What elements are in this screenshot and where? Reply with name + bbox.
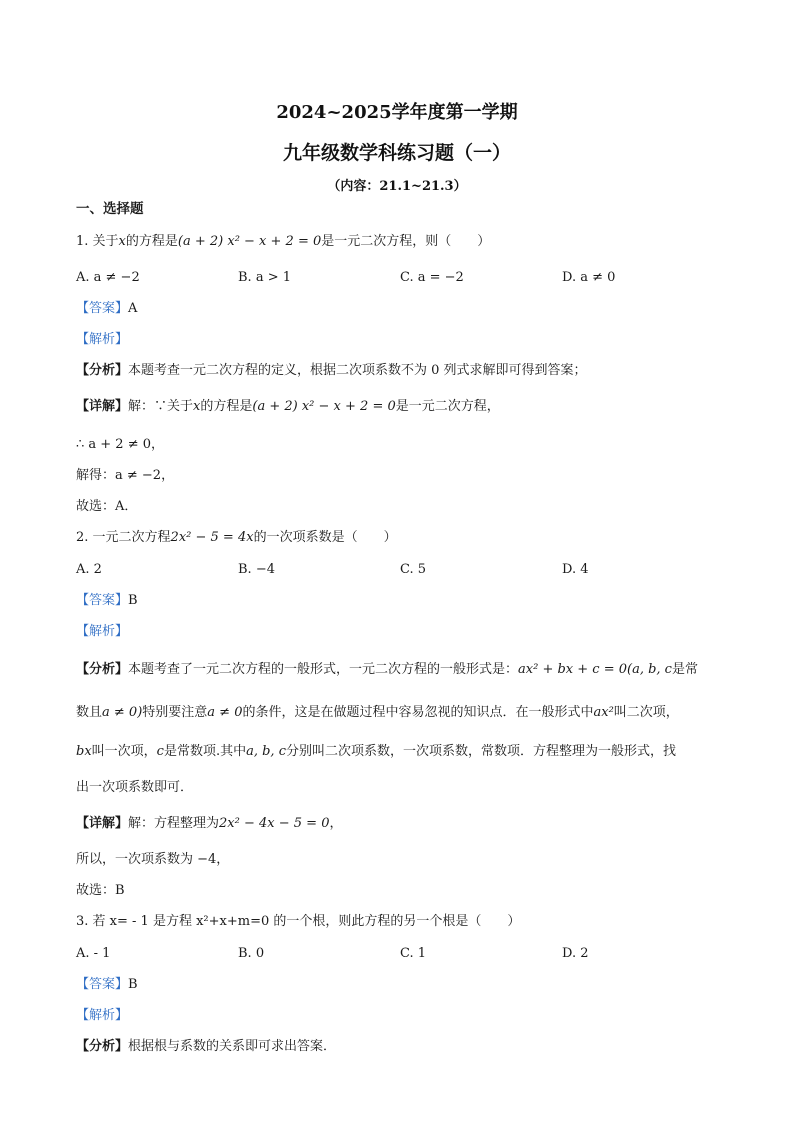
fenxi-equation: c (156, 744, 164, 759)
q1-xiangjie (76, 398, 500, 416)
fenxi-text: 叫一次项， (91, 744, 157, 759)
fenxi-tag: 【分析】 (76, 1039, 129, 1054)
q2-stem-equation: 2x² − 5 = 4x (170, 530, 254, 545)
q1-fenxi (76, 362, 587, 380)
page-title-main: 九年级数学科练习题（一） (282, 142, 511, 164)
xiangjie-tag: 【详解】 (76, 816, 129, 831)
page-subtitle-content: （内容：21.1~21.3） (327, 179, 467, 194)
q2-fenxi-line-2 (76, 704, 679, 722)
q2-fenxi-line-1 (76, 661, 698, 679)
answer-value: B (128, 977, 138, 992)
q1-step-2: 解得：a ≠ −2， (76, 468, 175, 483)
fenxi-equation: a, b, c (246, 744, 286, 759)
q3-option-b: B. 0 (238, 946, 265, 961)
xiangjie-text-b: ， (329, 816, 343, 831)
fenxi-text: 的条件，这是在做题过程中容易忽视的知识点．在一般形式中 (242, 705, 594, 720)
fenxi-text: 是常 (671, 662, 698, 677)
answer-value: A (128, 301, 138, 316)
q2-fenxi-line-3 (76, 743, 676, 761)
q3-option-a: A. - 1 (76, 946, 111, 961)
q1-answer (76, 300, 137, 318)
fenxi-text: 本题考查一元二次方程的定义，根据二次项系数不为 0 列式求解即可得到答案； (128, 363, 587, 378)
q2-fenxi-line-4: 出一次项系数即可． (76, 780, 194, 795)
q2-step-2: 故选：B (76, 883, 125, 898)
q1-step-1: ∴ a + 2 ≠ 0， (76, 437, 165, 452)
fenxi-equation: a ≠ 0) (102, 705, 143, 720)
question-2-stem (76, 529, 397, 547)
fenxi-text: 分别叫二次项系数，一次项系数，常数项．方程整理为一般形式，找 (285, 744, 676, 759)
answer-tag: 【答案】 (76, 593, 129, 608)
fenxi-equation: a ≠ 0 (207, 705, 243, 720)
q1-stem-equation: (a + 2) x² − x + 2 = 0 (177, 234, 322, 249)
fenxi-text: 叫二次项， (613, 705, 679, 720)
fenxi-text: 数且 (76, 705, 103, 720)
q1-stem-text-c: 是一元二次方程，则（ ） (321, 234, 491, 249)
answer-tag: 【答案】 (76, 977, 129, 992)
q3-option-c: C. 1 (400, 946, 427, 961)
q3-answer (76, 976, 138, 994)
xiangjie-var: x (193, 399, 201, 414)
q1-option-d: D. a ≠ 0 (562, 270, 616, 285)
xiangjie-text-a: 解：方程整理为 (128, 816, 220, 831)
xiangjie-text-a: 解：∵关于 (128, 399, 194, 414)
page-title-term: 2024~2025学年度第一学期 (276, 102, 518, 123)
q2-step-1: 所以，一次项系数为 −4， (76, 852, 230, 867)
q2-option-b: B. −4 (238, 562, 275, 577)
fenxi-text: 是常数项.其中 (163, 744, 247, 759)
q2-option-d: D. 4 (562, 562, 589, 577)
section-heading: 一、选择题 (76, 201, 144, 217)
fenxi-text: 根据根与系数的关系即可求出答案． (128, 1039, 337, 1054)
q1-analysis-tag: 【解析】 (76, 332, 129, 347)
q2-option-c: C. 5 (400, 562, 427, 577)
q1-step-3: 故选：A． (76, 499, 138, 514)
answer-tag: 【答案】 (76, 301, 129, 316)
fenxi-tag: 【分析】 (76, 662, 129, 677)
q3-analysis-tag: 【解析】 (76, 1008, 129, 1023)
question-1-stem (76, 233, 490, 251)
fenxi-equation: bx (76, 744, 92, 759)
fenxi-text: 本题考查了一元二次方程的一般形式，一元二次方程的一般形式是： (128, 662, 519, 677)
q1-option-a: A. a ≠ −2 (76, 270, 140, 285)
q1-option-c: C. a = −2 (400, 270, 464, 285)
q1-stem-var: x (118, 234, 126, 249)
fenxi-text: 特别要注意 (142, 705, 208, 720)
q2-analysis-tag: 【解析】 (76, 624, 129, 639)
q2-option-a: A. 2 (76, 562, 102, 577)
q2-stem-text-b: 的一次项系数是（ ） (253, 530, 397, 545)
xiangjie-text-c: 是一元二次方程， (395, 399, 500, 414)
q1-stem-text-a: 1. 关于 (76, 234, 119, 249)
fenxi-equation: ax² (593, 705, 614, 720)
fenxi-tag: 【分析】 (76, 363, 129, 378)
xiangjie-text-b: 的方程是 (200, 399, 253, 414)
q2-xiangjie (76, 815, 342, 833)
q3-fenxi (76, 1038, 336, 1056)
q1-option-b: B. a > 1 (238, 270, 291, 285)
q2-stem-text-a: 2. 一元二次方程 (76, 530, 171, 545)
q1-stem-text-b: 的方程是 (125, 234, 178, 249)
xiangjie-equation: 2x² − 4x − 5 = 0 (219, 816, 330, 831)
xiangjie-equation: (a + 2) x² − x + 2 = 0 (252, 399, 396, 414)
answer-value: B (128, 593, 138, 608)
fenxi-equation: ax² + bx + c = 0(a, b, c (518, 662, 672, 677)
question-3-stem: 3. 若 x= - 1 是方程 x²+x+m=0 的一个根，则此方程的另一个根是（ ） (76, 914, 521, 929)
q3-option-d: D. 2 (562, 946, 589, 961)
xiangjie-tag: 【详解】 (76, 399, 129, 414)
q2-answer (76, 592, 138, 610)
